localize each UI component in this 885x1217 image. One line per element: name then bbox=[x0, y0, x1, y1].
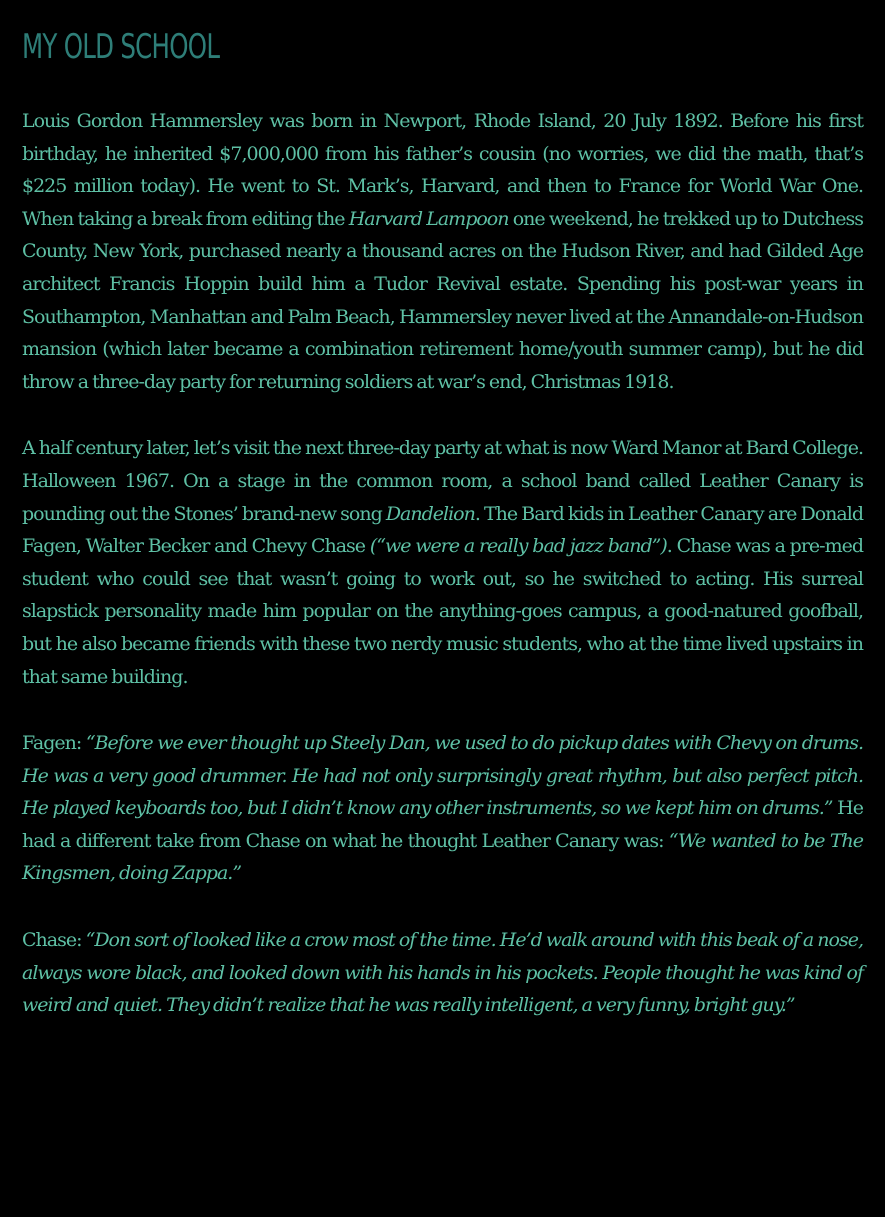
paragraph-text: . The Bard kids in Leather Canary are Donald Fagen, Walter Becker and Chevy Chase bbox=[22, 502, 863, 558]
italic-quote: “Before we ever thought up Steely Dan, we used to do pickup dates with Chevy on drums. He was a very good drummer. He had not only surprisingly great rhythm, but also perfect pitch. He played keyboards too, but I didn’t know any other instruments, so we kept him on drums.” bbox=[22, 732, 863, 820]
paragraph-text: one weekend, he trekked up to Dutchess County, New York, purchased nearly a thousand acres on the Hudson River, and had Gilded Age architect Francis Hoppin build him a Tudor Revival estate. Spending his post-war years in Southampton, Manhattan and Palm Beach, Hammersley never lived at the Annandale-on-Hudson mansion (which later became a combination retirement home/youth summer camp), but he did throw a three-day party for returning soldiers at war’s end, Christmas 1918. bbox=[22, 207, 863, 393]
speaker-label: Fagen: bbox=[22, 732, 86, 755]
paragraph-text: Louis Gordon Hammersley was born in Newport, Rhode Island, 20 July 1892. Before his first birthday, he inherited $7,000,000 from his father’s cousin (no worries, we did the math, that’s $225 million today). He went to St. Mark’s, Harvard, and then to France for World War One. When taking a break from editing the bbox=[22, 110, 863, 230]
paragraph-text: He had a different take from Chase on what he thought Leather Canary was: bbox=[22, 797, 863, 852]
italic-quote: “Don sort of looked like a crow most of the time. He’d walk around with this beak of a nose, always wore black, and looked down with his hands in his pockets. People thought he was kind of weird and quiet. They didn’t realize that he was really intelligent, a very funny, bright guy.” bbox=[22, 929, 863, 1017]
italic-quote: “We wanted to be The Kingsmen, doing Zappa.” bbox=[22, 829, 864, 885]
italic-quote: (“we were a really bad jazz band”) bbox=[369, 535, 667, 558]
paragraph-text: A half century later, let’s visit the next three-day party at what is now Ward Manor at Bard College. Halloween 1967. On a stage in the common room, a school band called Leather Canary is pounding out the Stones’ brand-new song bbox=[22, 437, 863, 525]
paragraph-text: . Chase was a pre-med student who could see that wasn’t going to work out, so he switched to acting. His surreal slapstick personality made him popular on the anything-goes campus, a good-natured goofball, but he also became friends with these two nerdy music students, who at the time lived upstairs in that same building. bbox=[22, 535, 864, 688]
paragraph-hammersley bbox=[22, 105, 863, 398]
paragraph-chase-quote bbox=[22, 924, 863, 1022]
italic-title: Harvard Lampoon bbox=[348, 207, 509, 230]
paragraph-leather-canary bbox=[22, 432, 863, 693]
italic-song-title: Dandelion bbox=[385, 502, 475, 525]
paragraph-fagen-quote bbox=[22, 727, 863, 890]
speaker-label: Chase: bbox=[22, 929, 86, 952]
section-heading: MY OLD SCHOOL bbox=[22, 27, 220, 67]
